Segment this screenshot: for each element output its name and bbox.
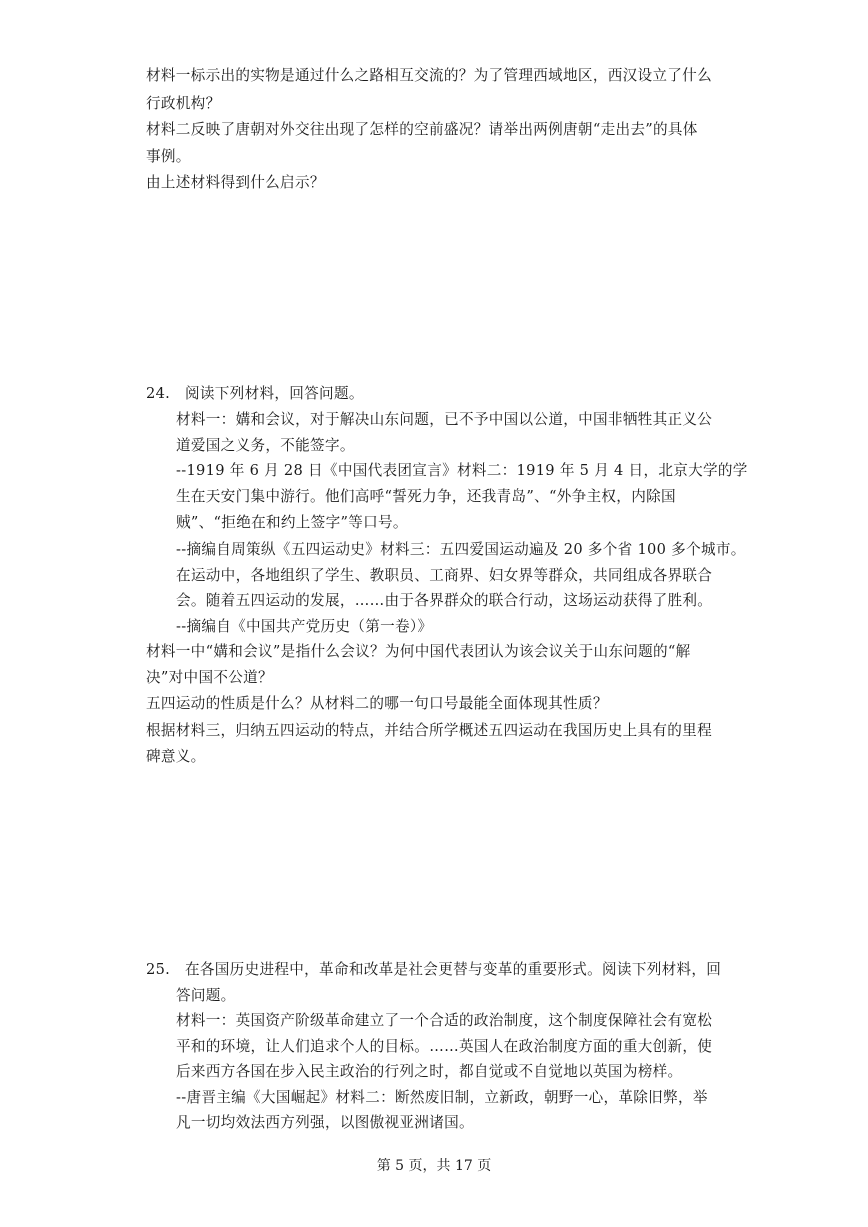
q23-question-2-line-1: 材料二反映了唐朝对外交往出现了怎样的空前盛况？请举出两例唐朝“走出去”的具体 (146, 121, 698, 138)
q23-question-3: 由上述材料得到什么启示？ (146, 174, 325, 191)
q24-material-2-line-3: 贼”、“拒绝在和约上签字”等口号。 (176, 514, 408, 531)
q25-material-1-line-3: 后来西方各国在步入民主政治的行列之时，都自觉或不自觉地以英国为榜样。 (176, 1063, 683, 1080)
q24-question-1-line-1: 材料一中“媾和会议”是指什么会议？为何中国代表团认为该会议关于山东问题的“解 (146, 643, 691, 660)
q24-heading: 24. 阅读下列材料，回答问题。 (146, 385, 364, 402)
q23-question-1-line-1: 材料一标示出的实物是通过什么之路相互交流的？为了管理西域地区，西汉设立了什么 (146, 67, 712, 84)
q25-material-1-line-1: 材料一：英国资产阶级革命建立了一个合适的政治制度，这个制度保障社会有宽松 (176, 1012, 713, 1029)
q24-question-1-line-2: 决”对中国不公道？ (146, 669, 273, 686)
q24-material-3-line-2: 在运动中，各地组织了学生、教职员、工商界、妇女界等群众，共同组成各界联合 (176, 567, 713, 584)
q24-question-2: 五四运动的性质是什么？从材料二的哪一句口号最能全面体现其性质？ (146, 695, 608, 712)
q24-source-3: --摘编自《中国共产党历史（第一卷）》 (176, 618, 433, 635)
q23-question-1-line-2: 行政机构？ (146, 95, 221, 112)
q24-material-2-line-2: 生在天安门集中游行。他们高呼“誓死力争，还我青岛”、“外争主权，内除国 (176, 488, 676, 505)
page-number-footer: 第 5 页，共 17 页 (376, 1158, 492, 1174)
q24-source-2-material-3: --摘编自周策纵《五四运动史》材料三：五四爱国运动遍及 20 多个省 100 多个城市。 (176, 541, 746, 558)
q23-question-2-line-2: 事例。 (146, 148, 191, 165)
q24-source-1-material-2: --1919 年 6 月 28 日《中国代表团宣言》材料二：1919 年 5 月 4 日，北京大学的学 (176, 462, 748, 479)
q24-material-1-line-2: 道爱国之义务，不能签字。 (176, 437, 355, 454)
q24-material-1-line-1: 材料一：媾和会议，对于解决山东问题，已不予中国以公道，中国非牺牲其正义公 (176, 411, 713, 428)
q25-material-2-line-2: 凡一切均效法西方列强，以图傲视亚洲诸国。 (176, 1114, 474, 1131)
q25-heading-line-2: 答问题。 (176, 987, 236, 1004)
q25-material-1-line-2: 平和的环境，让人们追求个人的目标。……英国人在政治制度方面的重大创新，使 (176, 1038, 713, 1055)
q25-heading-line-1: 25. 在各国历史进程中，革命和改革是社会更替与变革的重要形式。阅读下列材料，回 (146, 961, 722, 978)
q24-question-3-line-2: 碑意义。 (146, 748, 206, 765)
q24-question-3-line-1: 根据材料三，归纳五四运动的特点，并结合所学概述五四运动在我国历史上具有的里程 (146, 722, 712, 739)
q25-source-1-material-2: --唐晋主编《大国崛起》材料二：断然废旧制，立新政，朝野一心，革除旧弊，举 (176, 1089, 708, 1106)
q24-material-3-line-3: 会。随着五四运动的发展，……由于各界群众的联合行动，这场运动获得了胜利。 (176, 592, 713, 609)
